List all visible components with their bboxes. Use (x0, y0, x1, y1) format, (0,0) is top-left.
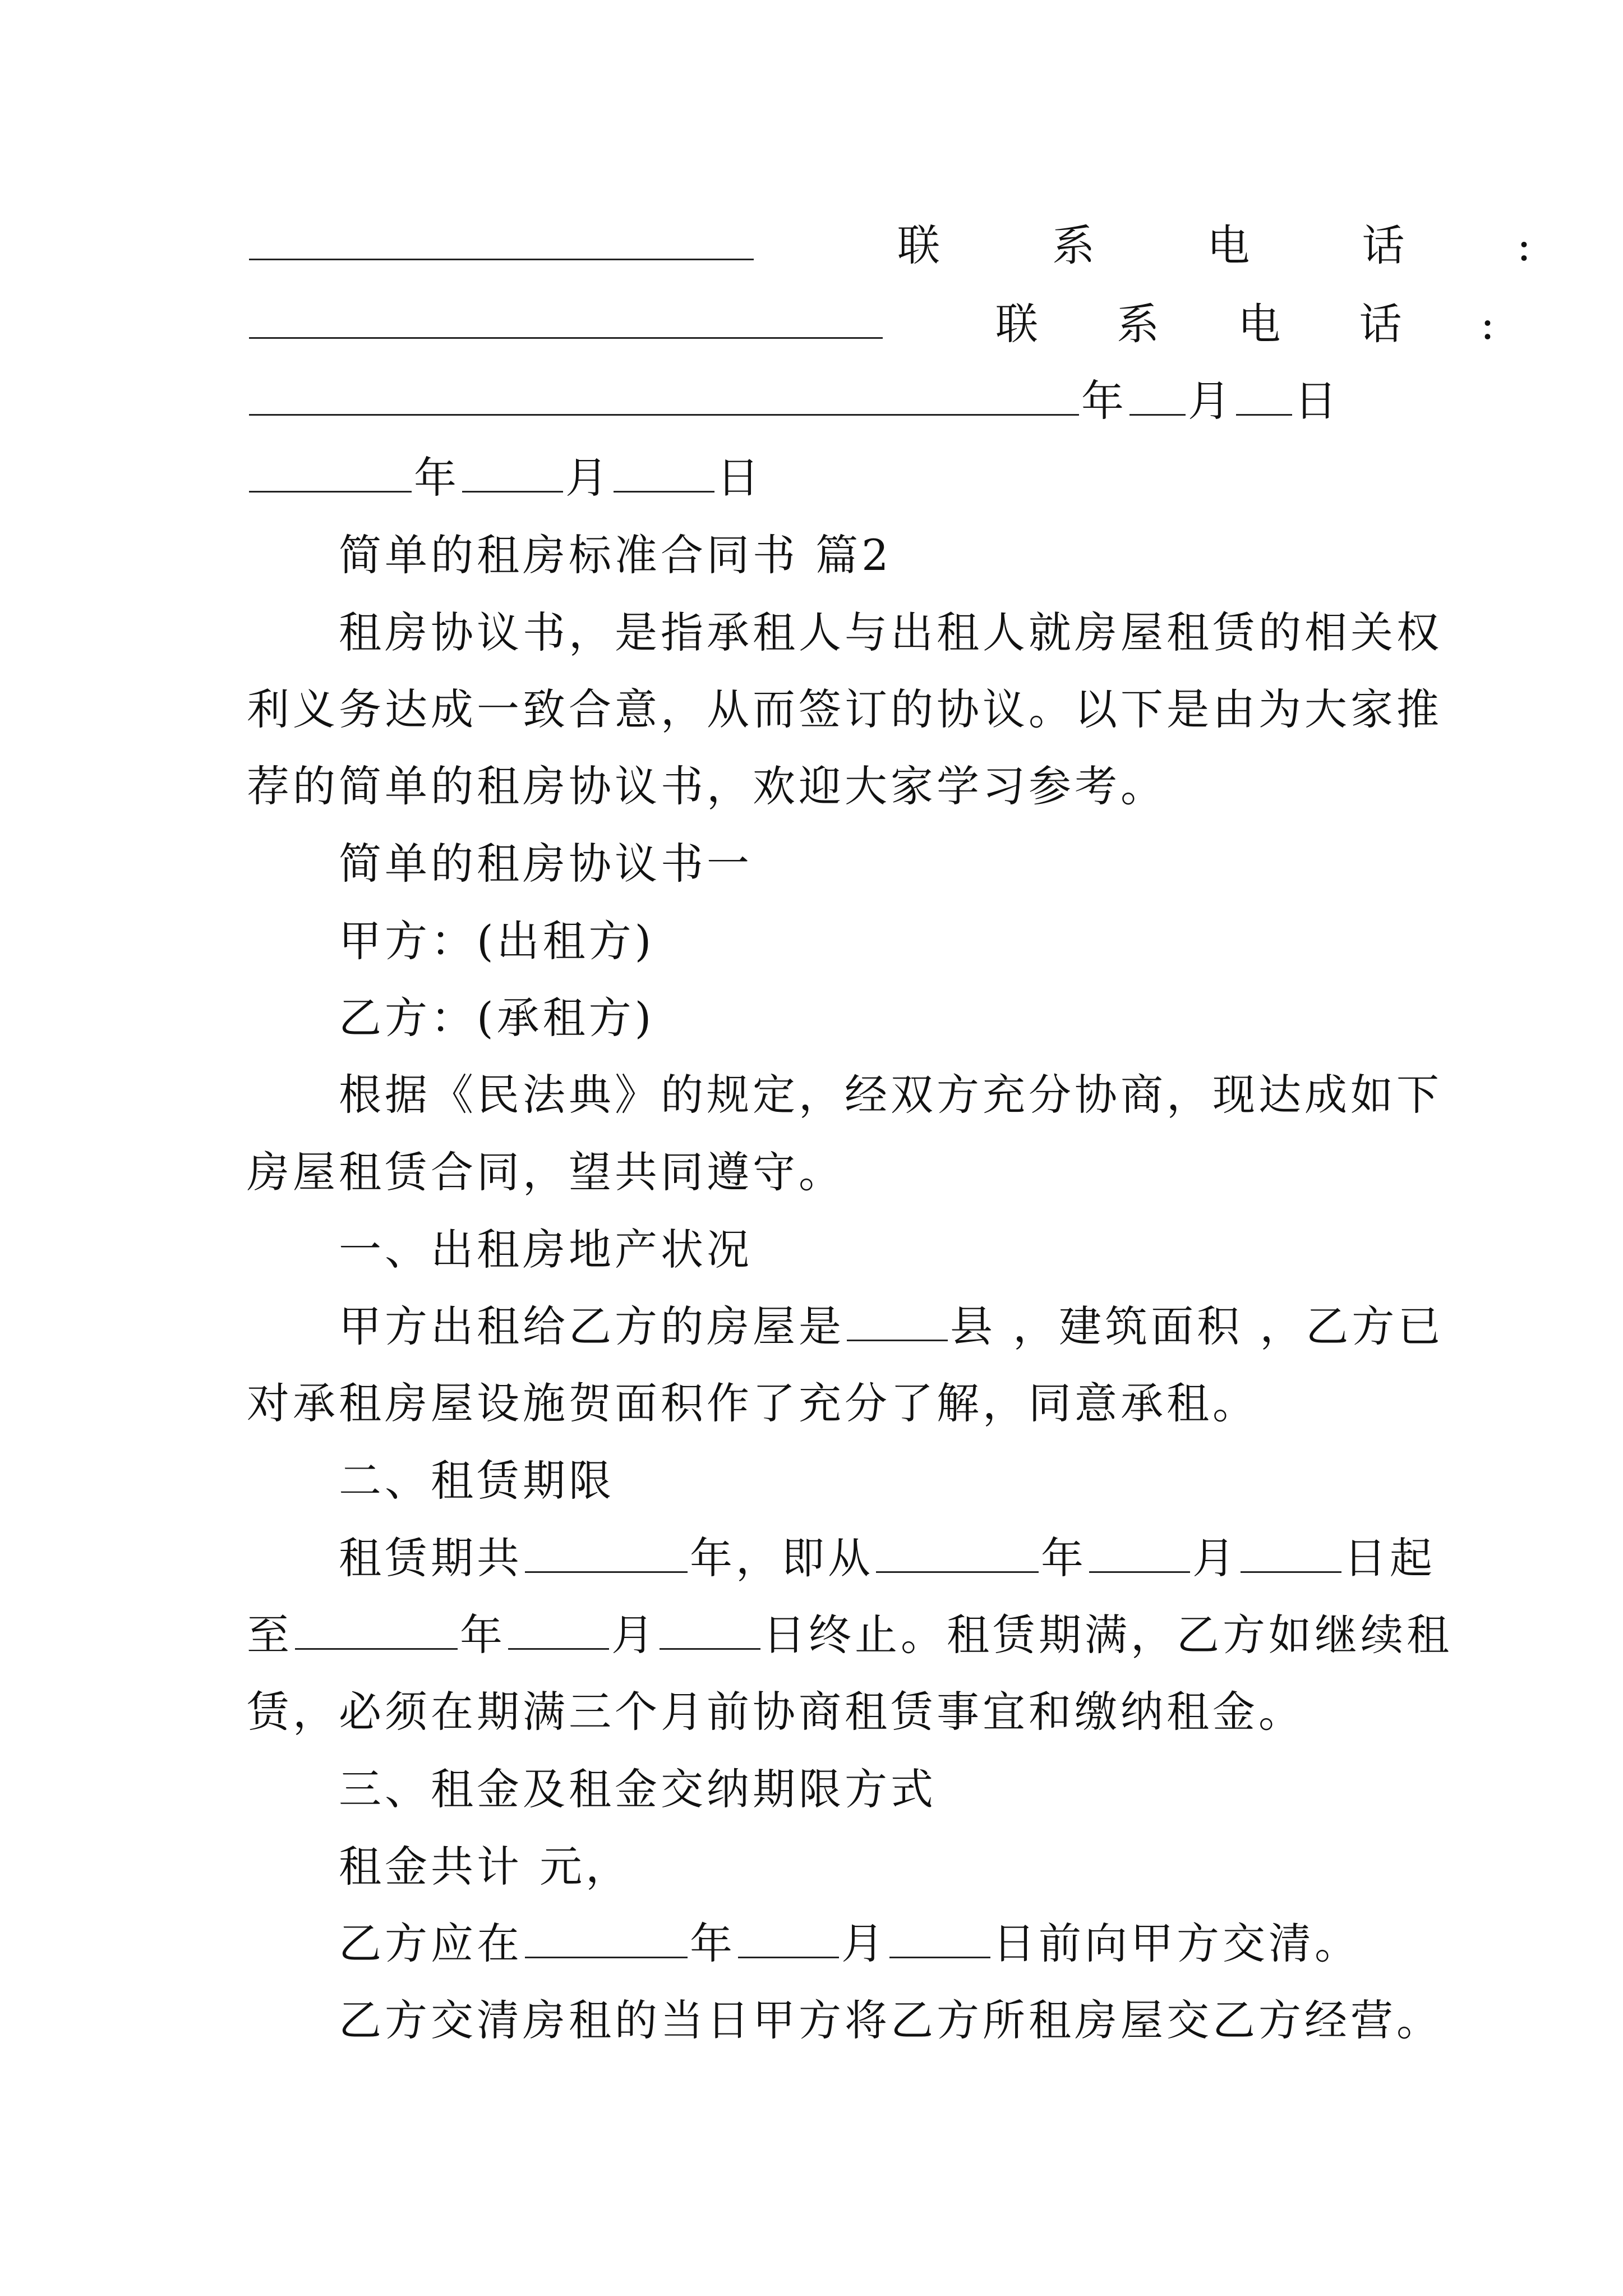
clause-1-line-2: 对承租房屋设施贺面积作了充分了解，同意承租。 (247, 1378, 1258, 1428)
section-title: 简单的租房标准合同书 篇2 (339, 530, 892, 580)
end-month-blank (508, 1613, 609, 1650)
clause-1-text-b: 县 ，建筑面积 ，乙方已 (950, 1301, 1444, 1351)
start-year-blank (876, 1536, 1039, 1573)
county-blank (847, 1305, 948, 1341)
clause-2-text: 租赁期共 (339, 1533, 523, 1583)
month-blank (1129, 379, 1186, 416)
month-label: 月 (565, 453, 611, 503)
clause-3-text: 乙方应在 (339, 1918, 523, 1968)
day-blank (1236, 379, 1292, 416)
date-line-1 (247, 362, 1380, 440)
signature-blank (249, 302, 883, 339)
clause-2-title: 二、租赁期限 (339, 1456, 615, 1506)
clause-3-line-3: 乙方交清房租的当日甲方将乙方所租房屋交乙方经营。 (339, 1995, 1442, 2045)
contact-line-2 (247, 285, 1528, 364)
start-day-blank (1241, 1536, 1341, 1573)
clause-1-text-a: 甲方出租给乙方的房屋是 (339, 1301, 845, 1351)
clause-2-text: 月 (611, 1610, 657, 1660)
clause-1-line-1 (247, 1287, 1472, 1366)
pay-year-blank (525, 1922, 688, 1958)
clause-2-text: 年 (460, 1610, 506, 1660)
month-blank (462, 456, 563, 493)
clause-3-text: 年 (690, 1918, 736, 1968)
party-b: 乙方：(承租方) (339, 993, 655, 1043)
year-blank (249, 456, 412, 493)
pay-day-blank (889, 1922, 990, 1958)
clause-2-line-2 (247, 1596, 1453, 1674)
clause-2-text: 日起 (1344, 1533, 1436, 1583)
party-a: 甲方：(出租方) (339, 916, 655, 966)
clause-2-line-1 (247, 1519, 1472, 1598)
end-year-blank (295, 1613, 458, 1650)
contact-phone-label-1: 联 系 电 话 : (897, 220, 1581, 270)
clause-3-text: 日前向甲方交清。 (993, 1918, 1361, 1968)
clause-1-title: 一、出租房地产状况 (339, 1225, 753, 1274)
intro-line-1: 租房协议书，是指承租人与出租人就房屋租赁的相关权 (339, 608, 1442, 657)
clause-2-text: 至 (247, 1610, 293, 1660)
year-label: 年 (414, 453, 460, 503)
clause-3-title: 三、租金及租金交纳期限方式 (339, 1764, 937, 1814)
date-line-2 (247, 439, 1380, 517)
start-month-blank (1089, 1536, 1190, 1573)
clause-3-line-2 (247, 1904, 1472, 1983)
clause-3-text: 月 (841, 1918, 887, 1968)
basis-line-1: 根据《民法典》的规定，经双方充分协商，现达成如下 (339, 1070, 1442, 1120)
clause-3-line-1: 租金共计 元， (339, 1842, 632, 1892)
basis-line-2: 房屋租赁合同，望共同遵守。 (247, 1147, 845, 1197)
end-day-blank (660, 1613, 760, 1650)
year-label: 年 (1081, 376, 1127, 426)
term-years-blank (525, 1536, 688, 1573)
day-label: 日 (1294, 376, 1340, 426)
date-blank (249, 379, 1079, 416)
clause-2-text: 日终止。租赁期满，乙方如继续租 (763, 1610, 1453, 1660)
signature-blank (249, 224, 754, 260)
clause-2-text: 年 (1041, 1533, 1087, 1583)
clause-2-text: 月 (1192, 1533, 1238, 1583)
day-label: 日 (717, 453, 763, 503)
clause-2-line-3: 赁，必须在期满三个月前协商租赁事宜和缴纳租金。 (247, 1687, 1304, 1737)
intro-line-2: 利义务达成一致合意，从而签订的协议。以下是由为大家推 (247, 684, 1442, 734)
contact-line-1 (247, 206, 1581, 285)
month-label: 月 (1188, 376, 1234, 426)
clause-2-text: 年，即从 (690, 1533, 874, 1583)
intro-line-3: 荐的简单的租房协议书，欢迎大家学习参考。 (247, 761, 1166, 811)
day-blank (614, 456, 714, 493)
contact-phone-label-2: 联 系 电 话 : (995, 299, 1528, 349)
pay-month-blank (738, 1922, 839, 1958)
subtitle: 简单的租房协议书一 (339, 839, 753, 889)
